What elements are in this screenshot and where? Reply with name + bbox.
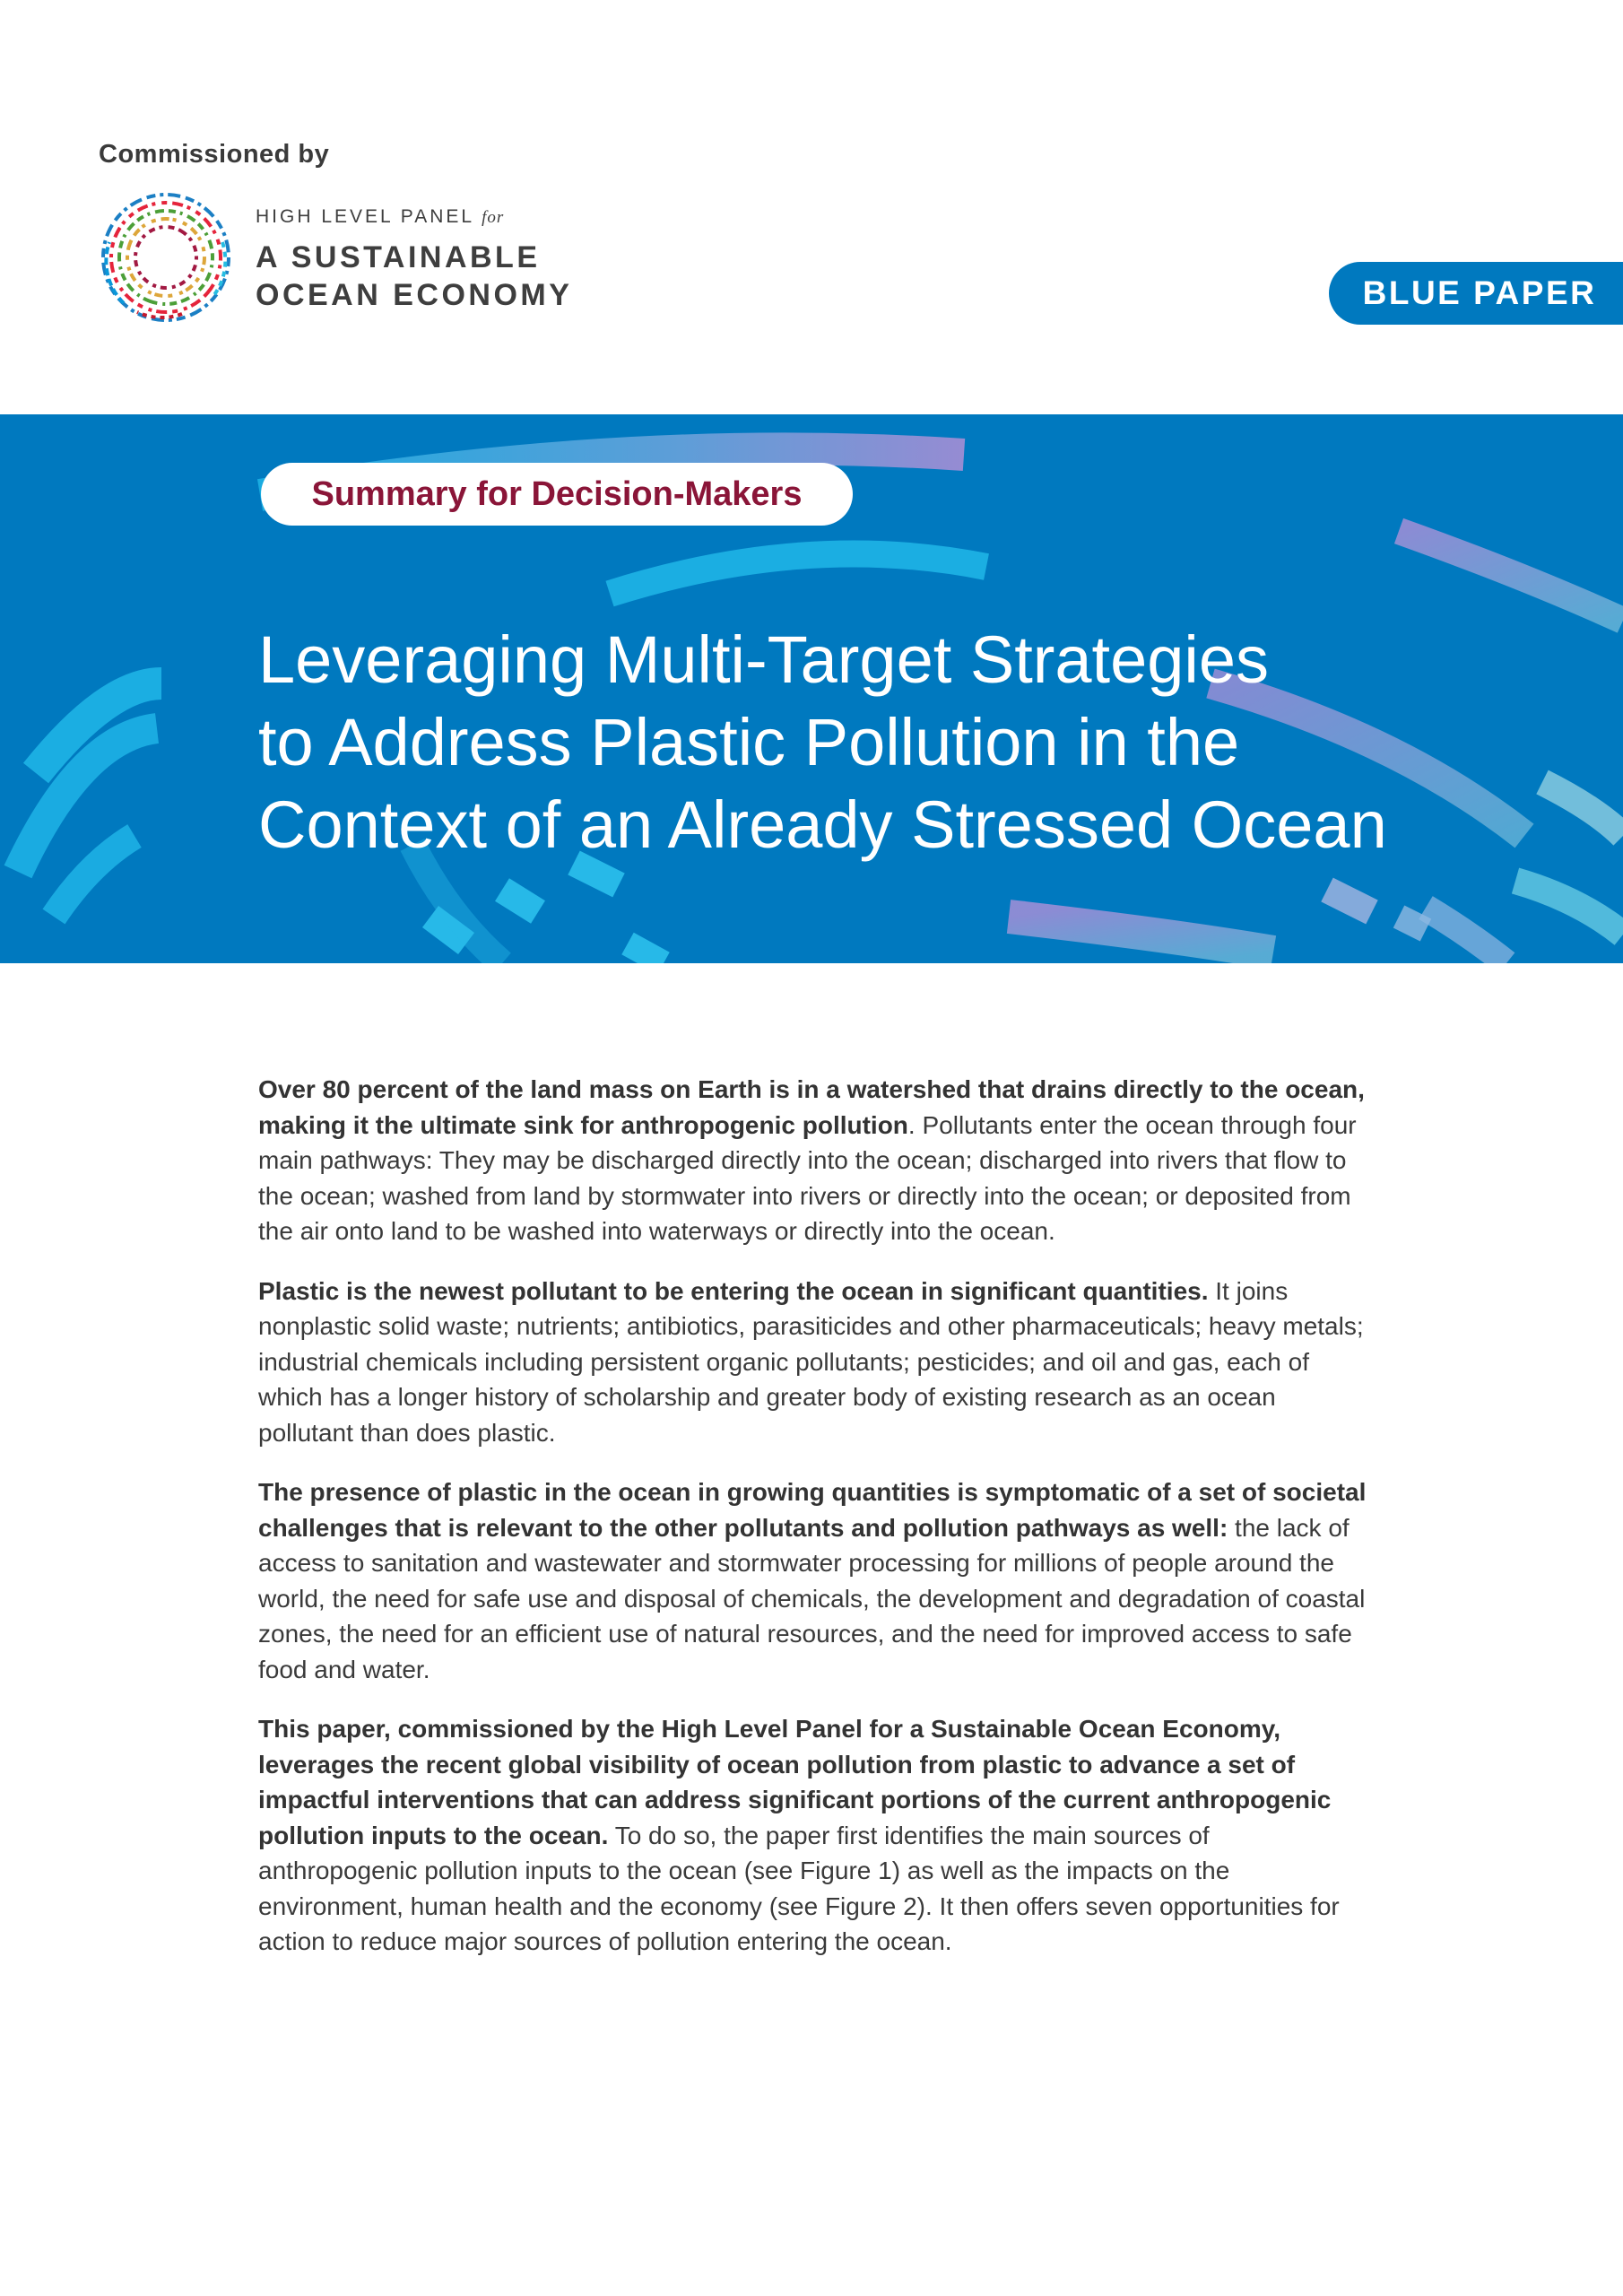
- paragraph-text: To do so, the paper first identifies the main sources of anthropogenic pollution inputs to the ocean (see Figure 1) as well as the impacts on the environment, human health and the economy (see Figure 2). It then offers seven opportunities for action to reduce major sources of pollution entering the ocean.: [258, 1821, 1340, 1955]
- paper-title: [258, 619, 1603, 866]
- paragraph: [258, 1072, 1370, 1249]
- paragraph-lead: Plastic is the newest pollutant to be entering the ocean in significant quantities.: [258, 1276, 1209, 1305]
- logo-line-2: A SUSTAINABLE: [256, 240, 541, 274]
- blue-paper-badge: BLUE PAPER: [1329, 262, 1623, 325]
- panel-logo-wordmark: [256, 206, 572, 314]
- paragraph-text: the lack of access to sanitation and wastewater and stormwater processing for millions of people around the world, the need for safe use and disposal of chemicals, the development and degradation of coastal zones, the need for an efficient use of natural resources, and the need for improved access to safe food and water.: [258, 1513, 1366, 1683]
- paragraph-lead: Over 80 percent of the land mass on Earth is in a watershed that drains directly to the ocean, making it the ultimate sink for anthropogenic pollution: [258, 1075, 1365, 1139]
- paragraph: [258, 1711, 1370, 1960]
- paragraph: [258, 1474, 1370, 1687]
- paragraph-lead: The presence of plastic in the ocean in growing quantities is symptomatic of a set of societal challenges that is relevant to the other pollutants and pollution pathways as well:: [258, 1478, 1367, 1542]
- paragraph-text: . Pollutants enter the ocean through four main pathways: They may be discharged directly into the ocean; discharged into rivers that flow to the ocean; washed from land by stormwater into rivers or directly into the ocean; or deposited from the air onto land to be washed into waterways or directly into the ocean.: [258, 1110, 1357, 1245]
- logo-line-3: OCEAN ECONOMY: [256, 278, 573, 312]
- title-line-3: Context of an Already Stressed Ocean: [258, 787, 1387, 862]
- logo-line-1: HIGH LEVEL PANEL for: [256, 206, 505, 227]
- title-line-1: Leveraging Multi-Target Strategies: [258, 622, 1270, 697]
- paragraph-text: It joins nonplastic solid waste; nutrients; antibiotics, parasiticides and other pharmaceuticals; heavy metals; industrial chemicals including persistent organic pollutants; pesticides; and oil and gas, each of which has a longer history of scholarship and greater body of existing research as an ocean pollutant than does plastic.: [258, 1276, 1364, 1447]
- paragraph: [258, 1274, 1370, 1451]
- summary-body: [258, 1072, 1370, 1984]
- ocean-panel-logo-icon: [97, 188, 236, 327]
- paragraph-lead: This paper, commissioned by the High Level Panel for a Sustainable Ocean Economy, leverages the recent global visibility of ocean pollution from plastic to advance a set of impactful interventions that can address significant portions of the current anthropogenic pollution inputs to the ocean.: [258, 1715, 1332, 1849]
- summary-tag: Summary for Decision-Makers: [261, 463, 853, 526]
- commissioned-by-label: Commissioned by: [99, 140, 330, 169]
- title-line-2: to Address Plastic Pollution in the: [258, 705, 1240, 779]
